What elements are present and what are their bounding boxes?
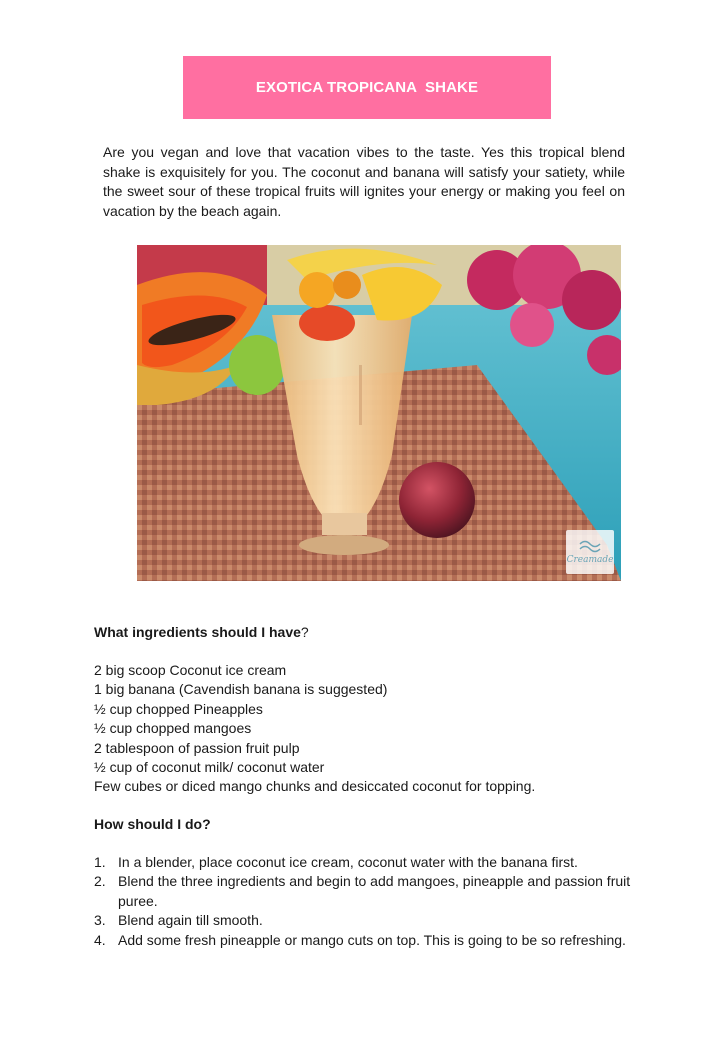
intro-paragraph: Are you vegan and love that vacation vibes to the taste. Yes this tropical blend shake is exquisitely for you. The coconut and banana will satisfy your satiety, while the sweet sour of these tropical fruits will ignites your energy or making you feel on vacation by the beach again. bbox=[103, 144, 625, 219]
method-heading-text: How should I do? bbox=[94, 816, 211, 832]
step-text: Blend again till smooth. bbox=[118, 912, 263, 929]
title-banner bbox=[183, 56, 551, 119]
step-number: 3. bbox=[94, 912, 106, 929]
ingredients-heading bbox=[94, 624, 309, 640]
method-heading bbox=[94, 816, 211, 832]
step-number: 2. bbox=[94, 873, 106, 890]
shake-photo-illustration bbox=[137, 245, 621, 581]
logo-text: Creamade bbox=[566, 555, 614, 565]
ingredient-item: ½ cup chopped Pineapples bbox=[94, 700, 263, 717]
ingredient-item: 1 big banana (Cavendish banana is suggested) bbox=[94, 681, 388, 698]
step-item bbox=[94, 872, 634, 911]
step-item bbox=[94, 853, 634, 872]
shake-photo bbox=[137, 245, 621, 581]
ingredients-list bbox=[94, 661, 535, 797]
step-text: Add some fresh pineapple or mango cuts on top. This is going to be so refreshing. bbox=[118, 931, 626, 948]
ingredient-item: 2 big scoop Coconut ice cream bbox=[94, 662, 287, 678]
creamade-logo bbox=[566, 530, 614, 574]
ingredient-item: 2 tablespoon of passion fruit pulp bbox=[94, 739, 300, 756]
step-item bbox=[94, 911, 634, 930]
method-steps-list bbox=[94, 853, 634, 950]
ingredient-item: ½ cup of coconut milk/ coconut water bbox=[94, 759, 325, 776]
step-item bbox=[94, 931, 634, 950]
recipe-title: EXOTICA TROPICANA SHAKE bbox=[255, 79, 479, 96]
wave-icon bbox=[579, 539, 601, 553]
step-text: Blend the three ingredients and begin to add mangoes, pineapple and passion fruit puree. bbox=[118, 873, 631, 909]
ingredient-item: Few cubes or diced mango chunks and desiccated coconut for topping. bbox=[94, 778, 536, 795]
ingredients-heading-text: What ingredients should I have bbox=[94, 624, 301, 640]
step-number: 1. bbox=[94, 854, 106, 870]
step-number: 4. bbox=[94, 931, 106, 948]
step-text: In a blender, place coconut ice cream, coconut water with the banana first. bbox=[118, 854, 578, 870]
ingredient-item: ½ cup chopped mangoes bbox=[94, 720, 252, 737]
ingredients-heading-suffix: ? bbox=[300, 624, 309, 640]
